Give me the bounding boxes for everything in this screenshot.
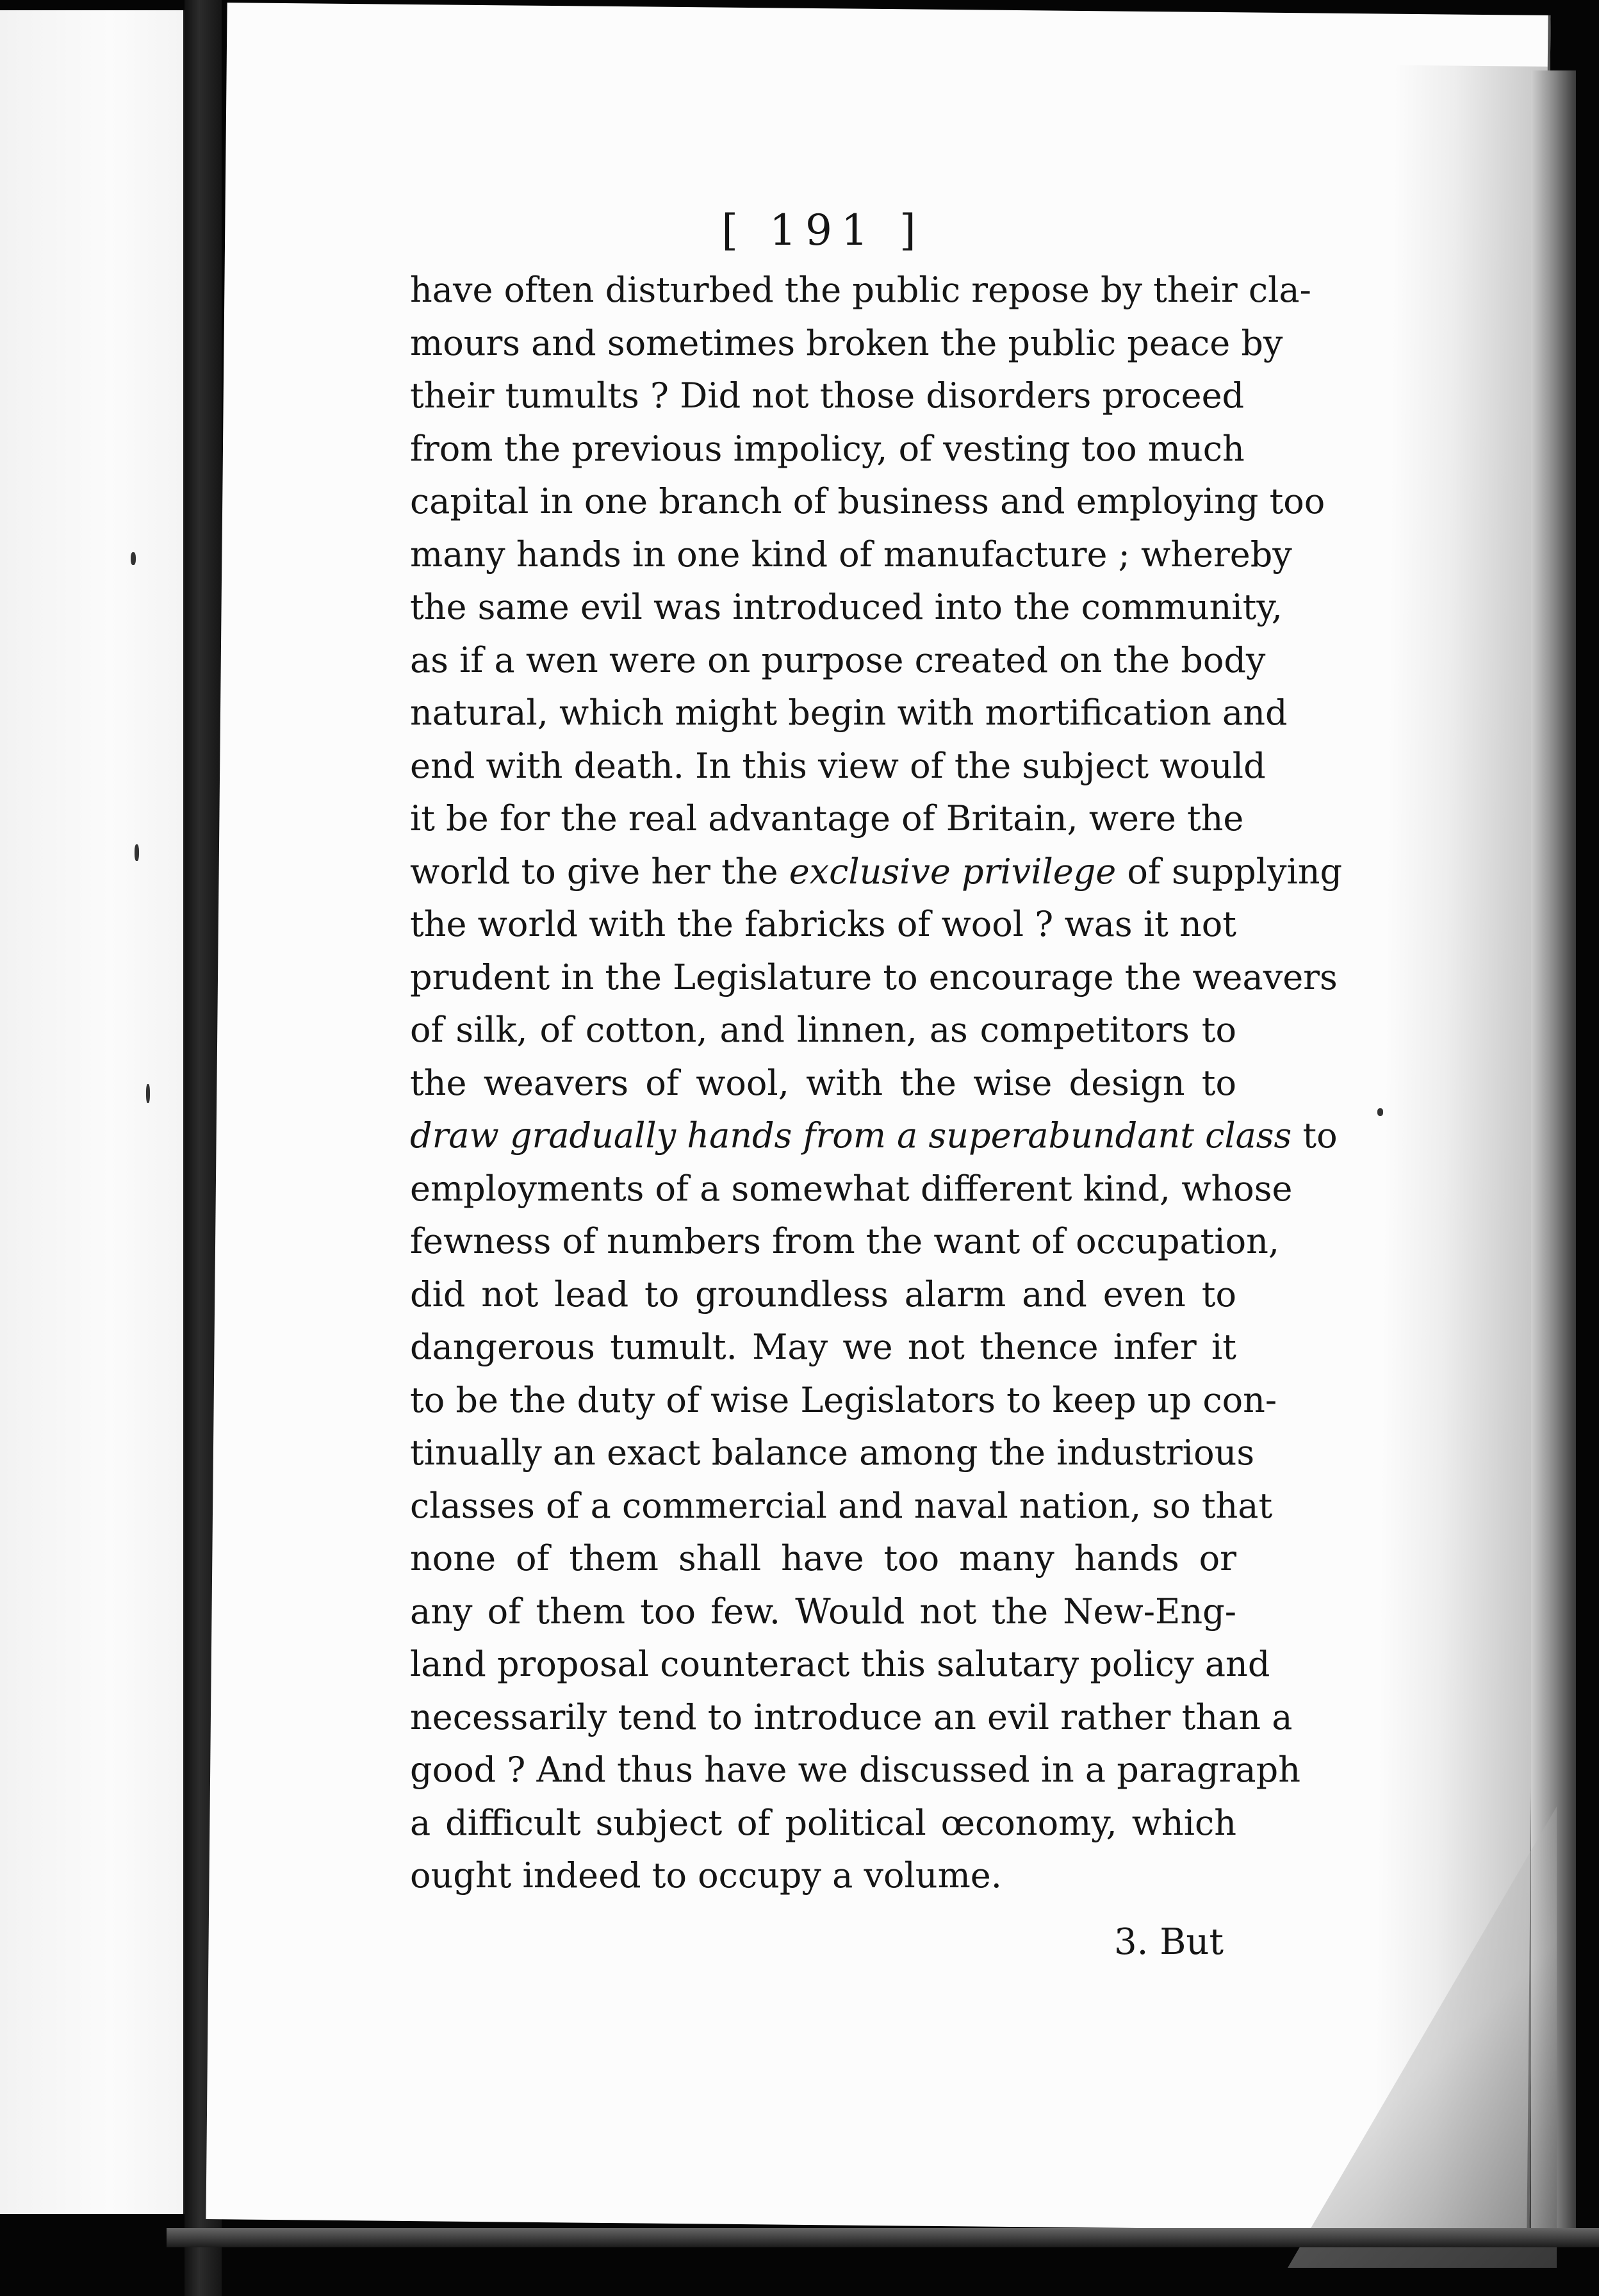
text-line: capital in one branch of business and employing too: [410, 481, 1325, 521]
text-line: it be for the real advantage of Britain, were the: [410, 798, 1244, 839]
text-line: the same evil was introduced into the community,: [410, 587, 1283, 627]
text-line: ought indeed to occupy a volume.: [410, 1855, 1002, 1896]
text-line: a difficult subject of political œconomy, which: [410, 1802, 1236, 1843]
text-line: did not lead to groundless alarm and even to: [410, 1274, 1236, 1315]
text-line: to be the duty of wise Legislators to keep up con-: [410, 1379, 1277, 1420]
page-bottom-edge: [167, 2228, 1599, 2247]
text-line: prudent in the Legislature to encourage the weavers: [410, 956, 1338, 997]
text-line: the weavers of wool, with the wise design to: [410, 1062, 1236, 1103]
ink-speck: [135, 844, 139, 861]
facing-page: [0, 10, 185, 2214]
italic-phrase: draw gradually hands from a superabundant class: [410, 1115, 1292, 1156]
text-line: fewness of numbers from the want of occupation,: [410, 1221, 1280, 1261]
text-line: none of them shall have too many hands or: [410, 1538, 1236, 1578]
text-line: dangerous tumult. May we not thence infer it: [410, 1327, 1236, 1367]
text-line: good ? And thus have we discussed in a paragraph: [410, 1750, 1300, 1790]
text-line: end with death. In this view of the subject would: [410, 745, 1266, 786]
text-line: classes of a commercial and naval nation, so that: [410, 1485, 1273, 1526]
ink-speck: [1377, 1108, 1383, 1116]
italic-phrase: exclusive privilege: [789, 851, 1117, 892]
text-line: draw gradually hands from a superabundant class to: [410, 1115, 1338, 1156]
text-line: natural, which might begin with mortification and: [410, 693, 1288, 733]
text-line: many hands in one kind of manufacture ; whereby: [410, 534, 1292, 575]
text-line: mours and sometimes broken the public peace by: [410, 322, 1283, 363]
ink-speck: [131, 552, 136, 565]
text-line: any of them too few. Would not the New-Eng-: [410, 1591, 1236, 1632]
text-line: employments of a somewhat different kind, whose: [410, 1168, 1293, 1209]
text-line: from the previous impolicy, of vesting too much: [410, 428, 1245, 469]
text-line: the world with the fabricks of wool ? was it not: [410, 904, 1236, 944]
catchword: 3. But: [1114, 1921, 1224, 1963]
ink-speck: [146, 1084, 150, 1103]
text-line: as if a wen were on purpose created on the body: [410, 639, 1266, 680]
text-line: tinually an exact balance among the industrious: [410, 1432, 1255, 1473]
text-line: have often disturbed the public repose by their cla-: [410, 270, 1311, 310]
text-line: world to give her the exclusive privilege of supplying: [410, 851, 1343, 892]
body-text: [410, 264, 1343, 1903]
text-line: of silk, of cotton, and linnen, as competitors to: [410, 1010, 1236, 1050]
page-text: [410, 205, 1343, 1968]
text-line: land proposal counteract this salutary policy and: [410, 1644, 1270, 1684]
page-number-heading: [ 191 ]: [721, 206, 925, 255]
text-line: their tumults ? Did not those disorders proceed: [410, 375, 1245, 416]
text-line: necessarily tend to introduce an evil rather than a: [410, 1696, 1293, 1737]
